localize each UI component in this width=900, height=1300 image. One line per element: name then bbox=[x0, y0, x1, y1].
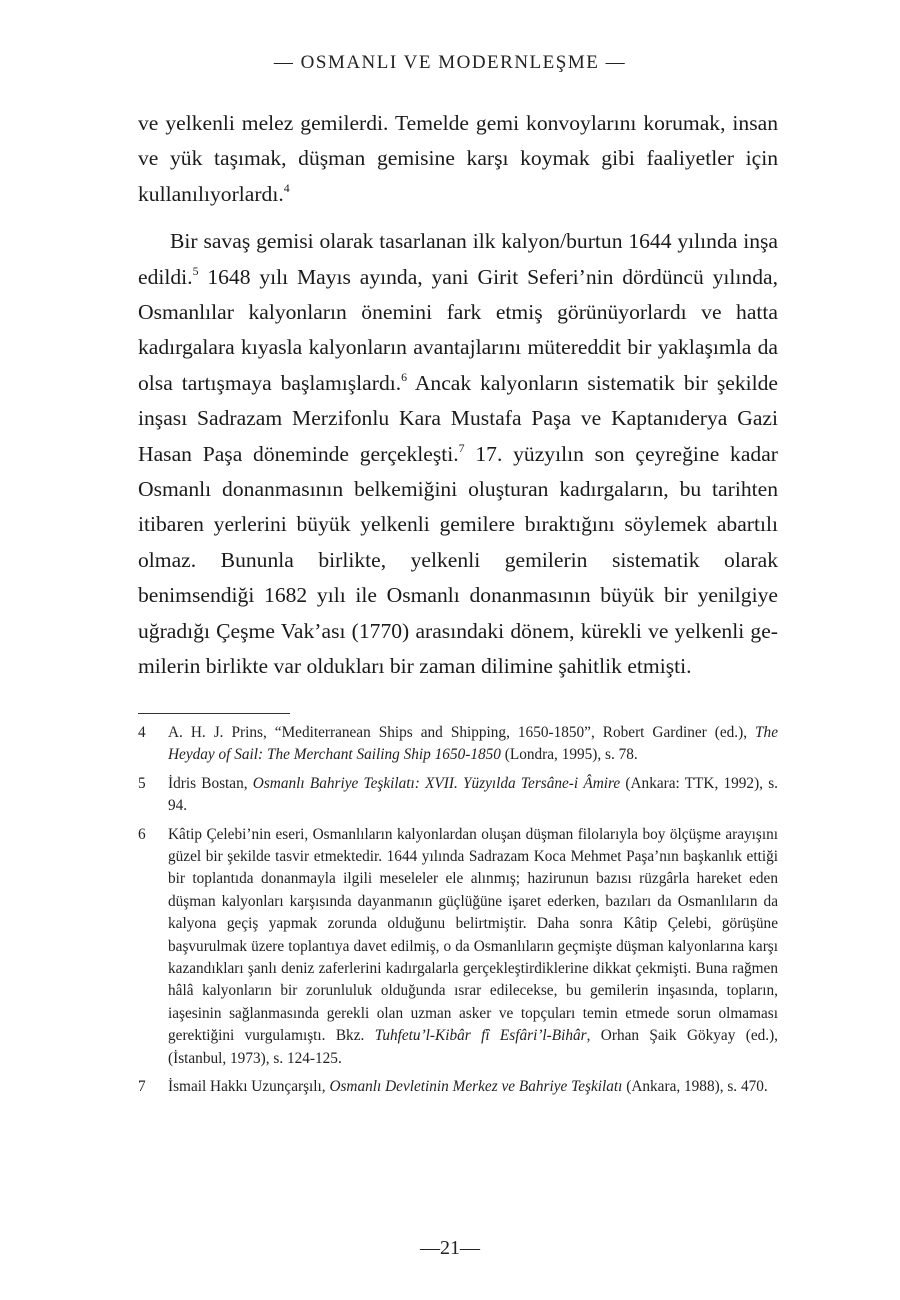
footnote-title: Osmanlı Devletinin Merkez ve Bahriye Teşkilatı bbox=[329, 1078, 623, 1096]
footnote-6 bbox=[138, 824, 778, 1070]
paragraph-2-sentence-2: 1648 yılı Mayıs ayında, yani Girit Seferi’nin dördüncü yılında, Osmanlılar kalyonların önemini fark etmiş görünüyorlardı ve hatta kadırgalara kıyasla kalyonların avantajlarını mütereddit bir yaklaşımla da olsa tartışmaya başlamışlardı. bbox=[138, 264, 778, 395]
footnote-divider bbox=[138, 713, 290, 714]
footnote-text-part: (Londra, 1995), s. 78. bbox=[500, 746, 638, 764]
paragraph-2 bbox=[138, 224, 778, 684]
paragraph-1 bbox=[138, 106, 778, 212]
footnote-ref-6[interactable]: 6 bbox=[401, 369, 408, 384]
footnote-number: 5 bbox=[138, 774, 146, 792]
footnote-title: Tuhfetu’l-Kibâr fî Esfâri’l-Bihâr bbox=[374, 1027, 587, 1045]
footnote-text-part: (Ankara: TTK, 1992), s. 94. bbox=[168, 774, 778, 815]
paragraph-2-sentence-3: Ancak kalyonların sistematik bir şekilde inşası Sadrazam Merzifonlu Kara Mustafa Paşa ve Kaptanıderya Gazi Hasan Paşa döneminde gerçekleşti. bbox=[138, 370, 778, 466]
footnote-text bbox=[168, 1076, 778, 1098]
footnote-number: 4 bbox=[138, 724, 146, 741]
footnote-4 bbox=[138, 722, 778, 767]
footnote-number: 7 bbox=[138, 1078, 146, 1096]
footnote-text-part: Kâtip Çelebi’nin eseri, Osmanlıların kalyonlardan oluşan düşman filolarıyla boy ölçüşme arayışını güzel bir şekilde tasvir etmektedir. 1644 yılında Sadrazam Koca Mehmet Paşa’nın başkanlık ettiği bir toplantıda donanmayla ilgili meseleler ele alınmış; hazirunun bazısı rüzgârla hareket eden düşman kalyonları karşısında dayanmanın güçlüğüne işaret ederken, bazıları da Osmanlıların da kalyona geçiş yapmak zorunda olduğunu belirtmiştir. Daha sonra Kâtip Çelebi, görüşüne başvurulmak üzere toplantıya davet edilmiş, o da Osmanlıların geçmişte düşman kalyonlarına karşı kazandıkları şanlı deniz zaferlerini kadırgalarla gerçekleştirdiklerine dikkat çekmişti. Buna rağmen hâlâ kalyonların bir zorunluluk olduğunda ısrar edilecekse, bu gemilerin inşasında, topların, iaşesinin sağlanmasında gerekli olan uzman asker ve topçuları temin etmede sorun olmaması gerektiğini vurgulamıştı. Bkz. bbox=[168, 825, 778, 1045]
footnotes bbox=[138, 722, 778, 1105]
paragraph-1-text: ve yelkenli melez gemilerdi. Temelde gemi konvoylarını korumak, insan ve yük taşımak, düşman gemisine karşı koymak gibi faaliyetler için kullanılıyorlardı. bbox=[138, 111, 778, 206]
footnote-ref-4[interactable]: 4 bbox=[283, 180, 290, 195]
footnote-text-part: (Ankara, 1988), s. 470. bbox=[622, 1078, 768, 1096]
footnote-title: The Heyday of Sail: The Merchant Sailing Ship 1650-1850 bbox=[168, 724, 778, 764]
page-number: —21— bbox=[420, 1237, 480, 1259]
footnote-5 bbox=[138, 773, 778, 818]
footnote-title: Osmanlı Bahriye Teşkilatı: XVII. Yüzyılda Tersâne-i Âmire bbox=[252, 774, 621, 792]
footnote-7 bbox=[138, 1076, 778, 1098]
footnote-text bbox=[168, 824, 778, 1070]
paragraph-2-sentence-4: 17. yüzyılın son çeyreğine kadar Osmanlı donanmasının belkemiğini oluşturan kadırgaların, bu tarihten itibaren yerlerini büyük yelkenli gemilere bıraktığını söylemek abartılı olmaz. Bununla birlikte, yelkenli gemilerin sistematik olarak benimsendiği 1682 yılı ile Osmanlı donanmasının büyük bir yenilgiye uğradığı Çeşme Vak’ası (1770) arasındaki dönem, kürekli ve yelkenli gemilerin birlikte var oldukları bir zaman dilimine şahitlik etmişti. bbox=[138, 441, 778, 679]
footnote-text-part: İsmail Hakkı Uzunçarşılı, bbox=[168, 1078, 330, 1096]
paragraph-2-sentence-1: Bir savaş gemisi olarak tasarlanan ilk kalyon/burtun 1644 yılında inşa edildi. bbox=[138, 229, 778, 289]
main-text bbox=[138, 106, 778, 685]
running-header: — OSMANLI VE MODERNLEŞME — bbox=[273, 52, 627, 73]
footnote-number: 6 bbox=[138, 825, 146, 843]
footnote-text-part: , Orhan Şaik Gökyay (ed.), (İstanbul, 1973), s. 124-125. bbox=[168, 1027, 778, 1067]
footnote-ref-5[interactable]: 5 bbox=[192, 263, 199, 278]
footnote-text-part: İdris Bostan, bbox=[168, 774, 253, 792]
footnote-ref-7[interactable]: 7 bbox=[458, 440, 465, 455]
footnote-text bbox=[168, 773, 778, 818]
footnote-text-part: A. H. J. Prins, “Mediterranean Ships and Shipping, 1650-1850”, Robert Gardiner (ed.), bbox=[168, 724, 756, 741]
footnote-text bbox=[168, 722, 778, 767]
